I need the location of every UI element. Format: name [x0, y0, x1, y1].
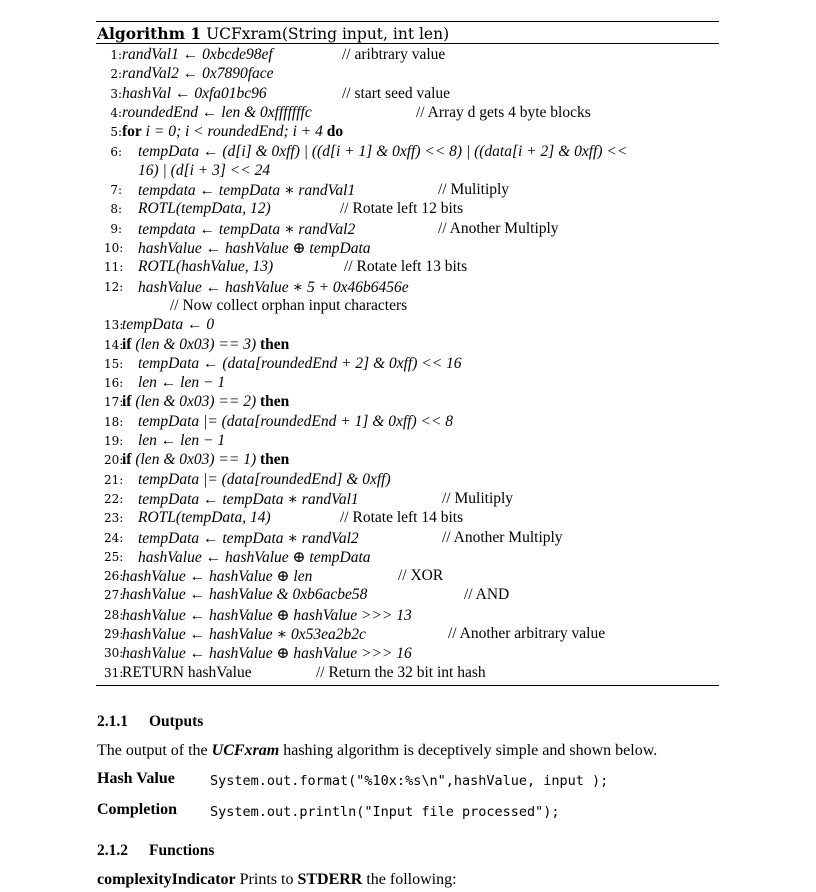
line-number: 18: — [104, 414, 124, 429]
line-number: 12: — [104, 279, 124, 294]
line-comment: // XOR — [398, 567, 444, 585]
line-comment: // aribtrary value — [342, 46, 446, 63]
line-code: tempData |= (data[roundedEnd + 1] & 0xff) << 8 — [138, 412, 454, 430]
line-comment: // AND — [464, 586, 510, 604]
algorithm-line — [104, 529, 719, 548]
algorithm-line — [104, 46, 719, 65]
line-code: hashValue ← hashValue ∗ 5 + 0x46b6456e — [138, 278, 409, 296]
algorithm-line — [104, 355, 719, 374]
algorithm-caption-rule — [96, 43, 719, 44]
line-comment: // Rotate left 14 bits — [340, 509, 464, 527]
line-number: 30: — [104, 646, 124, 661]
line-number: 3: — [110, 86, 122, 101]
line-code: if (len & 0x03) == 2) then — [122, 393, 290, 411]
paragraph-text: hashing algorithm is deceptively simple and shown below. — [279, 742, 658, 759]
line-code: roundedEnd ← len & 0xfffffffc — [122, 103, 312, 121]
algorithm-line — [104, 567, 719, 586]
line-code: tempData ← (d[i] & 0xff) | ((d[i + 1] & 0xff) << 8) | ((data[i + 2] & 0xff) << — [138, 142, 628, 160]
stderr-label: STDERR — [297, 871, 363, 888]
line-number: 21: — [104, 472, 124, 487]
algorithm-line — [104, 200, 719, 219]
line-code: if (len & 0x03) == 3) then — [122, 335, 290, 353]
paragraph-text: the following: — [362, 871, 457, 888]
algorithm-line — [104, 451, 719, 470]
algorithm-line — [104, 336, 719, 355]
algorithm-line — [104, 664, 719, 683]
line-number: 17: — [104, 395, 124, 410]
line-comment: // Another arbitrary value — [448, 625, 606, 642]
algorithm-line — [104, 471, 719, 490]
line-number: 14: — [104, 337, 124, 352]
line-code: len ← len − 1 — [138, 374, 226, 392]
line-number: 10: — [104, 241, 124, 255]
line-code: hashValue ← hashValue ⊕ len — [122, 568, 313, 586]
line-number: 20: — [104, 453, 124, 468]
line-number: 7: — [110, 183, 122, 198]
line-code: len ← len − 1 — [138, 432, 226, 449]
hash-value-term: Hash Value — [97, 770, 175, 787]
algorithm-line — [104, 162, 719, 181]
algorithm-line — [104, 606, 719, 625]
algorithm-line — [104, 490, 719, 509]
function-name: complexityIndicator — [97, 871, 236, 888]
algorithm-line — [104, 181, 719, 200]
line-comment: // Array d gets 4 byte blocks — [416, 103, 591, 121]
hash-value-code: System.out.format("%10x:%s\n",hashValue, input ); — [210, 773, 609, 789]
line-code: if (len & 0x03) == 1) then — [122, 451, 290, 469]
section-heading-functions — [97, 842, 214, 860]
algorithm-label: Algorithm 1 — [97, 24, 202, 43]
line-number: 11: — [104, 260, 124, 275]
section-number: 2.1.2 — [97, 842, 128, 859]
algorithm-line — [104, 509, 719, 528]
functions-paragraph — [97, 871, 457, 889]
line-number: 1: — [110, 48, 122, 62]
line-comment: // Rotate left 13 bits — [344, 258, 468, 276]
line-code: tempData ← tempData ∗ randVal2 — [138, 529, 359, 547]
line-code: for i = 0; i < roundedEnd; i + 4 do — [122, 123, 344, 141]
line-code: hashValue ← hashValue ⊕ tempData — [138, 240, 371, 257]
line-comment: // Return the 32 bit int hash — [316, 663, 486, 681]
algorithm-line — [104, 297, 719, 316]
completion-term: Completion — [97, 801, 177, 818]
line-number: 2: — [110, 67, 122, 82]
algorithm-line — [104, 393, 719, 412]
algorithm-line — [104, 432, 719, 451]
line-number: 6: — [110, 144, 122, 159]
line-comment: // Another Multiply — [442, 528, 563, 546]
algorithm-line — [104, 143, 719, 162]
line-number: 25: — [104, 549, 124, 564]
line-code: tempdata ← tempData ∗ randVal1 — [138, 182, 356, 200]
algorithm-line — [104, 413, 719, 432]
algorithm-line — [104, 586, 719, 605]
algorithm-line — [104, 548, 719, 567]
paragraph-text: Prints to — [235, 871, 298, 888]
line-number: 19: — [104, 434, 124, 448]
line-code: tempData ← (data[roundedEnd + 2] & 0xff) << 16 — [138, 354, 462, 372]
line-number: 5: — [110, 125, 122, 140]
section-title: Outputs — [149, 713, 204, 730]
algorithm-line — [104, 644, 719, 663]
algorithm-name: UCFxram — [211, 742, 280, 759]
line-code: ROTL(tempData, 14) — [138, 509, 271, 527]
line-code: hashVal ← 0xfa01bc96 — [122, 84, 267, 102]
algorithm-line — [104, 258, 719, 277]
line-code: tempData ← tempData ∗ randVal1 — [138, 490, 359, 508]
line-comment: // start seed value — [342, 84, 451, 102]
line-comment: // Rotate left 12 bits — [340, 200, 464, 218]
algorithm-line — [104, 374, 719, 393]
line-number: 22: — [104, 491, 124, 506]
algorithm-top-rule — [96, 21, 719, 22]
line-code: 16) | (d[i + 3] << 24 — [138, 161, 271, 179]
section-heading-outputs — [97, 713, 203, 731]
algorithm-line — [104, 85, 719, 104]
section-number: 2.1.1 — [97, 713, 128, 730]
line-number: 26: — [104, 569, 124, 584]
section-title: Functions — [149, 842, 215, 859]
line-number: 29: — [104, 627, 124, 641]
line-number: 8: — [110, 202, 122, 217]
algorithm-signature: UCFxram(String input, int len) — [206, 25, 450, 43]
line-number: 13: — [104, 318, 124, 333]
line-number: 23: — [104, 511, 124, 526]
outputs-paragraph — [97, 742, 657, 760]
line-number: 16: — [104, 376, 124, 391]
algorithm-line — [104, 239, 719, 258]
algorithm-line — [104, 65, 719, 84]
line-code: tempdata ← tempData ∗ randVal2 — [138, 220, 356, 238]
algorithm-line — [104, 625, 719, 644]
line-code: ROTL(hashValue, 13) — [138, 258, 274, 276]
completion-code: System.out.println("Input file processed"); — [210, 804, 560, 820]
line-number: 24: — [104, 530, 124, 545]
algorithm-line — [104, 220, 719, 239]
algorithm-line — [104, 123, 719, 142]
line-code: randVal1 ← 0xbcde98ef — [122, 46, 273, 63]
algorithm-line — [104, 104, 719, 123]
algorithm-line — [104, 278, 719, 297]
line-code: hashValue ← hashValue ⊕ hashValue >>> 16 — [122, 645, 412, 663]
line-comment: // Now collect orphan input characters — [170, 296, 408, 314]
line-code: hashValue ← hashValue ⊕ hashValue >>> 13 — [122, 606, 412, 624]
line-number: 15: — [104, 356, 124, 371]
line-number: 31: — [104, 665, 124, 680]
line-code: hashValue ← hashValue & 0xb6acbe58 — [122, 586, 368, 604]
algorithm-line — [104, 316, 719, 335]
line-code: RETURN hashValue — [122, 663, 252, 681]
algorithm-caption — [97, 24, 449, 43]
line-comment: // Mulitiply — [438, 181, 510, 199]
line-code: randVal2 ← 0x7890face — [122, 65, 274, 83]
line-number: 4: — [110, 105, 122, 120]
line-code: tempData |= (data[roundedEnd] & 0xff) — [138, 470, 391, 488]
line-comment: // Another Multiply — [438, 219, 559, 237]
line-number: 28: — [104, 607, 124, 622]
line-code: hashValue ← hashValue ⊕ tempData — [138, 548, 371, 566]
line-number: 27: — [104, 588, 124, 603]
paragraph-text: The output of the — [97, 742, 212, 759]
line-code: hashValue ← hashValue ∗ 0x53ea2b2c — [122, 626, 366, 643]
line-code: tempData ← 0 — [122, 316, 215, 334]
line-number: 9: — [110, 221, 122, 236]
algorithm-bottom-rule — [96, 685, 719, 686]
line-code: ROTL(tempData, 12) — [138, 200, 271, 218]
line-comment: // Mulitiply — [442, 489, 514, 507]
